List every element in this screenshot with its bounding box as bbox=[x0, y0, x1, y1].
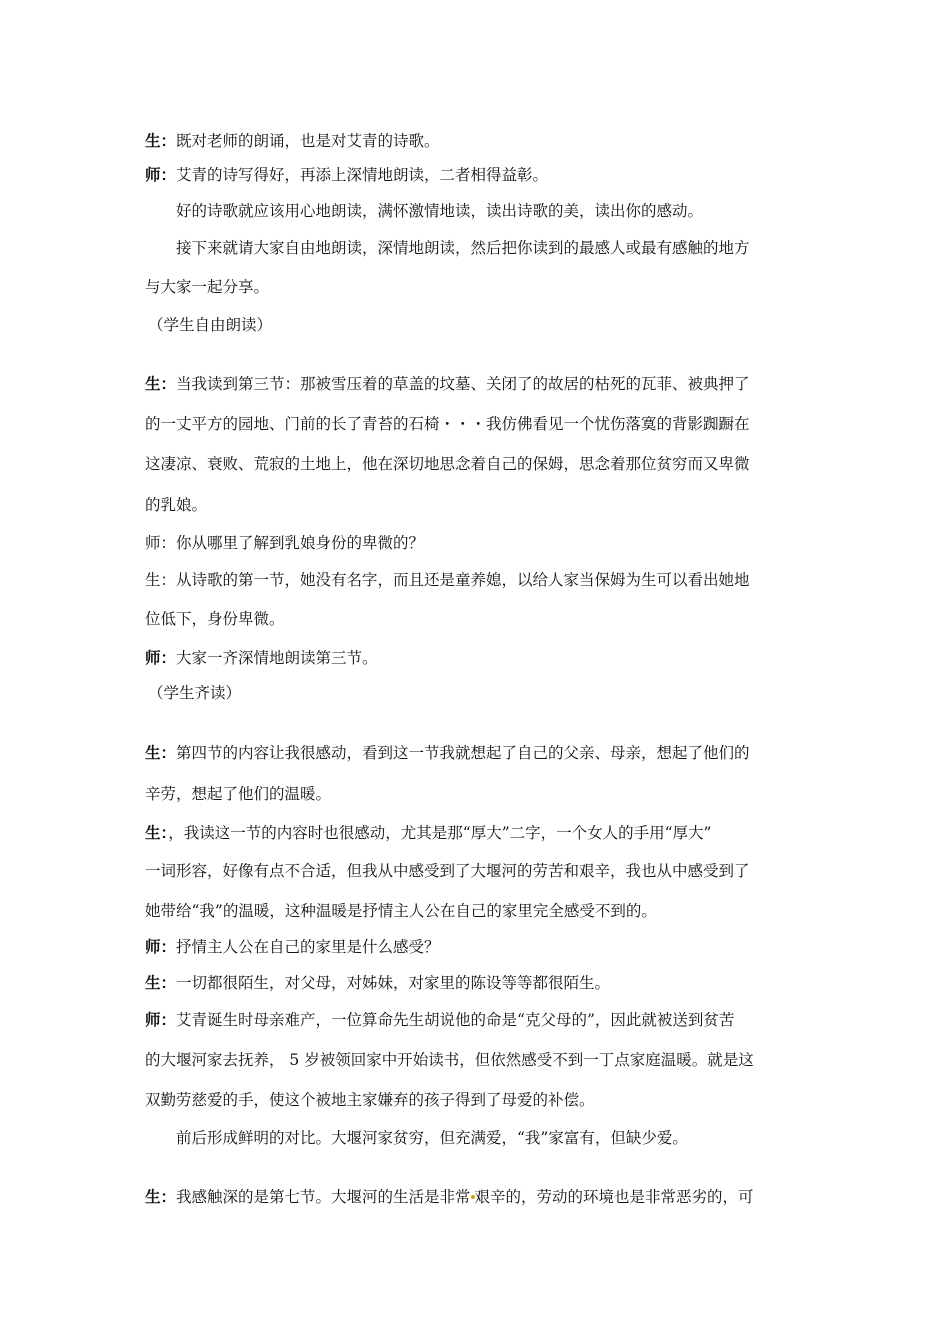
speaker-label: 生： bbox=[145, 375, 177, 393]
speaker-label: 师： bbox=[145, 1011, 177, 1029]
dialogue-line bbox=[145, 1187, 754, 1207]
line-text: 大家一齐深情地朗读第三节。 bbox=[176, 649, 378, 667]
line-text: 这凄凉、衰败、荒寂的土地上，他在深切地思念着自己的保姆，思念着那位贫穷而又卑微 bbox=[145, 455, 750, 473]
speaker-label: 师： bbox=[145, 166, 177, 184]
dialogue-line bbox=[145, 823, 711, 843]
paragraph-line bbox=[176, 201, 703, 221]
paragraph-line bbox=[145, 784, 331, 804]
line-text: 抒情主人公在自己的家里是什么感受？ bbox=[176, 938, 440, 956]
line-text: 艾青诞生时母亲难产，一位算命先生胡说他的命是“克父母的”，因此就被送到贫苦 bbox=[176, 1011, 735, 1029]
line-text: 双勤劳慈爱的手，使这个被地主家嫌弃的孩子得到了母爱的补偿。 bbox=[145, 1091, 595, 1109]
dialogue-line bbox=[145, 533, 424, 553]
line-text: 辛劳，想起了他们的温暖。 bbox=[145, 785, 332, 803]
line-text: 她带给“我”的温暖，这种温暖是抒情主人公在自己的家里完全感受不到的。 bbox=[145, 902, 657, 920]
paragraph-line bbox=[145, 901, 657, 921]
dialogue-line bbox=[145, 973, 610, 993]
line-text: 的乳娘。 bbox=[145, 496, 208, 514]
dialogue-line bbox=[145, 165, 548, 185]
stage-direction bbox=[148, 683, 241, 703]
line-text: 第四节的内容让我很感动，看到这一节我就想起了自己的父亲、母亲，想起了他们的 bbox=[176, 744, 750, 762]
speaker-label: 生： bbox=[145, 132, 177, 150]
speaker-label: 生： bbox=[145, 744, 177, 762]
line-text: 我感触深的是第七节。大堰河的生活是非常 bbox=[176, 1188, 471, 1206]
line-text: 一切都很陌生，对父母，对姊妹，对家里的陈设等等都很陌生。 bbox=[176, 974, 611, 992]
line-text: 与大家一起分享。 bbox=[145, 278, 270, 296]
paragraph-line bbox=[145, 454, 750, 474]
line-text: 当我读到第三节：那被雪压着的草盖的坟墓、关闭了的故居的枯死的瓦菲、被典押了 bbox=[176, 375, 750, 393]
paragraph-line bbox=[145, 1090, 595, 1110]
line-text: 接下来就请大家自由地朗读，深情地朗读，然后把你读到的最感人或最有感触的地方 bbox=[176, 239, 750, 257]
paragraph-line bbox=[145, 277, 269, 297]
speaker-label: 师： bbox=[145, 938, 177, 956]
dialogue-line bbox=[145, 743, 750, 763]
paragraph-line bbox=[145, 495, 207, 515]
line-text: 一词形容，好像有点不合适，但我从中感受到了大堰河的劳苦和艰辛，我也从中感受到了 bbox=[145, 862, 750, 880]
line-text: 艰辛的，劳动的环境也是非常恶劣的，可 bbox=[474, 1188, 754, 1206]
line-text: （学生自由朗读） bbox=[148, 316, 273, 334]
line-text: 从诗歌的第一节，她没有名字，而且还是童养媳，以给人家当保姆为生可以看出她地 bbox=[176, 571, 750, 589]
line-text: （学生齐读） bbox=[148, 684, 242, 702]
speaker-label: 师： bbox=[145, 649, 177, 667]
speaker-label: 生： bbox=[145, 824, 169, 842]
speaker-label: 生： bbox=[145, 1188, 177, 1206]
dialogue-line bbox=[145, 1010, 734, 1030]
line-text: 好的诗歌就应该用心地朗读，满怀激情地读，读出诗歌的美，读出你的感动。 bbox=[176, 202, 704, 220]
speaker-label: 生： bbox=[145, 974, 177, 992]
paragraph-line bbox=[145, 861, 750, 881]
dialogue-line bbox=[145, 131, 440, 151]
dialogue-line bbox=[145, 937, 440, 957]
dialogue-line bbox=[145, 570, 750, 590]
paragraph-line bbox=[145, 609, 285, 629]
speaker-label: 师： bbox=[145, 534, 177, 552]
dialogue-line bbox=[145, 374, 750, 394]
line-text: ，我读这一节的内容时也很感动，尤其是那“厚大”二字，一个女人的手用“厚大” bbox=[168, 824, 712, 842]
paragraph-line bbox=[145, 1050, 754, 1070]
speaker-label: 生： bbox=[145, 571, 177, 589]
line-text: 的一丈平方的园地、门前的长了青苔的石椅・・・我仿佛看见一个忧伤落寞的背影踟蹰在 bbox=[145, 415, 750, 433]
dialogue-line bbox=[145, 648, 378, 668]
line-text: 前后形成鲜明的对比。大堰河家贫穷，但充满爱，“我”家富有，但缺少爱。 bbox=[176, 1129, 688, 1147]
line-text: 位低下，身份卑微。 bbox=[145, 610, 285, 628]
line-text: 既对老师的朗诵，也是对艾青的诗歌。 bbox=[176, 132, 440, 150]
paragraph-line bbox=[176, 1128, 688, 1148]
paragraph-line bbox=[176, 238, 750, 258]
stage-direction bbox=[148, 315, 272, 335]
line-text: 的大堰河家去抚养， 5 岁被领回家中开始读书，但依然感受不到一丁点家庭温暖。就是这 bbox=[145, 1051, 754, 1069]
paragraph-line bbox=[145, 414, 750, 434]
line-text: 艾青的诗写得好，再添上深情地朗读，二者相得益彰。 bbox=[176, 166, 549, 184]
line-text: 你从哪里了解到乳娘身份的卑微的？ bbox=[176, 534, 425, 552]
